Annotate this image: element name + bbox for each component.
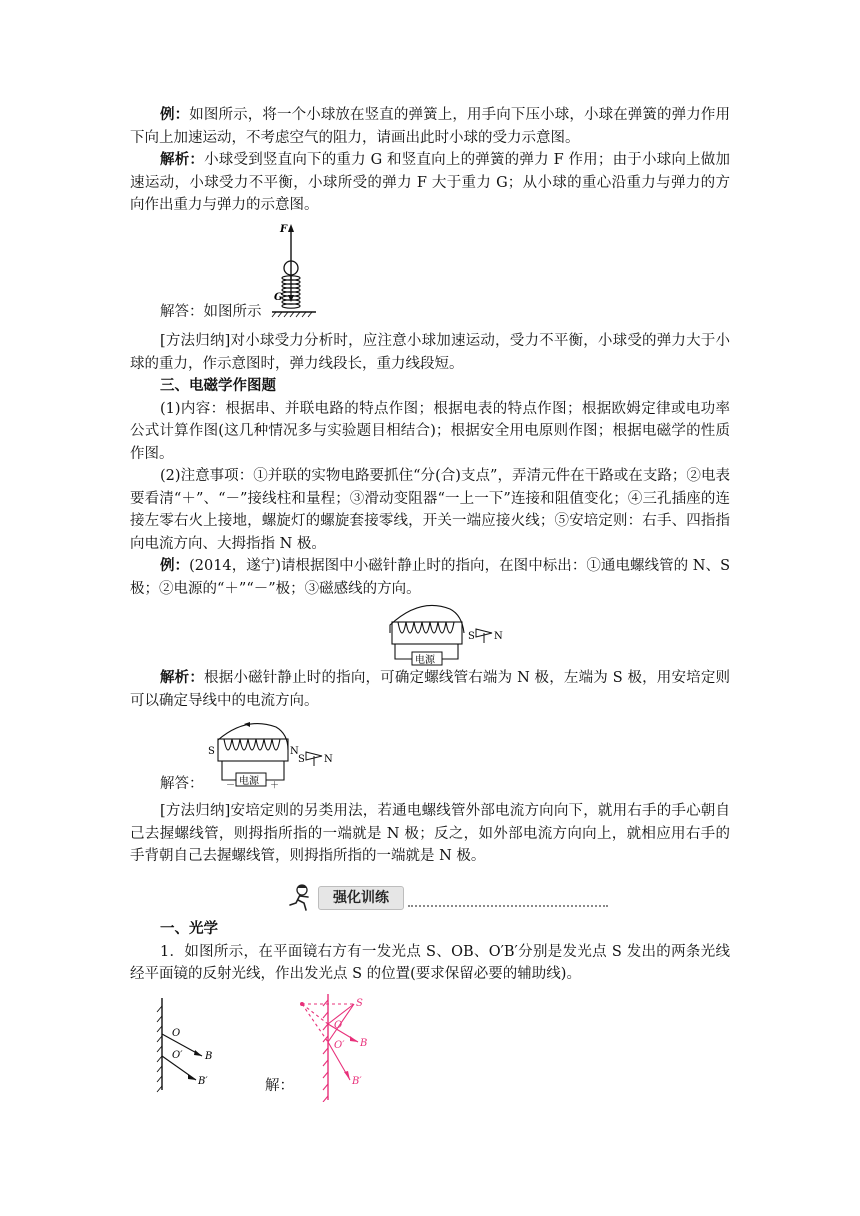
minus-terminal: － (226, 781, 236, 790)
right-wire (266, 761, 284, 780)
coil-s-label: S (208, 746, 215, 757)
point-o2-label: O′ (172, 1050, 183, 1061)
gravity-g-arrowhead (288, 295, 294, 302)
item-2: (2)注意事项：①并联的实物电路要抓住“分(合)支点”，弄清元件在干路或在支路；②电表要看清“＋”、“－”接线柱和量程；③滑动变阻器“一上一下”连接和阻值变化；④三孔插座的连接左零右火上接地，螺旋灯的螺旋套接零线，开关一端应接火线；⑤安培定则：右手、四指指向电流方向、大拇指指 N 极。 (130, 468, 730, 552)
method-2-block (130, 800, 730, 868)
method-1-text: 对小球受力分析时，应注意小球加速运动，受力不平衡，小球受的弹力大于小球的重力，作示意图时，弹力线段长，重力线段短。 (130, 333, 730, 372)
image-point (300, 1002, 304, 1006)
example-1-label: 例： (160, 106, 190, 123)
example-2-text: (2014，遂宁)请根据图中小磁针静止时的指向，在图中标出：①通电螺线管的 N、S 极；②电源的“＋”“－”极；③磁感线的方向。 (130, 558, 731, 597)
point-o-label: O (334, 1020, 343, 1031)
analysis-2-text: 根据小磁针静止时的指向，可确定螺线管右端为 N 极，左端为 S 极，用安培定则可以确定导线中的电流方向。 (130, 670, 731, 709)
answer-1: 解答：如图所示 (160, 304, 262, 320)
needle-n-label: N (324, 754, 333, 765)
analysis-1-label: 解析： (160, 151, 205, 168)
method-1-tag: [方法归纳] (160, 333, 231, 349)
method-2-tag: [方法归纳] (160, 803, 231, 819)
method-and-section (130, 330, 730, 600)
field-arrow (244, 722, 250, 727)
needle-n-label: N (494, 631, 503, 642)
ground-hatch (272, 312, 312, 317)
mirror-answer-figure (292, 990, 382, 1102)
question-1: 1．如图所示，在平面镜右方有一发光点 S、OB、O′B′分别是发光点 S 发出的两条光线经平面镜的反射光线，作出发光点 S 的位置(要求保留必要的辅助线)。 (130, 943, 730, 982)
point-b-label: B (360, 1038, 368, 1049)
ray-ob-arrow (194, 1050, 202, 1056)
example-2-label: 例： (160, 557, 190, 574)
left-wire (395, 644, 412, 659)
mirror-hatch (157, 1006, 162, 1092)
power-source-label: 电源 (239, 776, 259, 787)
item-1: (1)内容：根据串、并联电路的特点作图；根据电表的特点作图；根据欧姆定律或电功率公式计算作图(这几种情况多与实验题目相结合)；根据安全用电原则作图；根据电磁学的性质作图。 (130, 400, 730, 462)
method-2-text: 安培定则的另类用法，若通电螺线管外部电流方向向下，就用右手的手心朝自己去握螺线管，则拇指所指的一端就是 N 极；反之，如外部电流方向向上，就相应用右手的手背朝自己去握螺线管，则拇指所指的一端就是 N 极。 (130, 803, 730, 864)
analysis-2-block (130, 667, 730, 712)
section-3-heading: 三、电磁学作图题 (160, 377, 276, 394)
answer-3: 解： (265, 1078, 294, 1094)
ray-b2-arrow (344, 1071, 350, 1080)
left-wire (222, 761, 236, 780)
running-kid-icon (286, 883, 314, 911)
mirror-question-figure (150, 996, 230, 1094)
g-label: G (274, 292, 283, 303)
coil-turns (224, 739, 280, 750)
point-o2-label: O′ (334, 1040, 345, 1051)
point-b-label: B (205, 1051, 213, 1062)
banner-label: 强化训练 (318, 886, 404, 910)
solenoid-answer-figure (198, 722, 348, 790)
solenoid-question-figure (380, 603, 515, 668)
analysis-2-label: 解析： (160, 669, 205, 686)
answer-2: 解答： (160, 776, 204, 792)
ball-spring-figure (260, 220, 330, 320)
right-wire (442, 644, 458, 659)
answer-construction (302, 994, 358, 1102)
example-1 (130, 104, 730, 217)
field-loop (218, 724, 288, 750)
point-o-label: O (172, 1028, 181, 1039)
section-1-heading: 一、光学 (160, 920, 218, 937)
plus-terminal: ＋ (270, 781, 280, 790)
coil-n-label: N (290, 746, 299, 757)
section-1-block (130, 918, 730, 986)
practice-banner (284, 883, 614, 913)
power-source-label: 电源 (415, 655, 435, 666)
f-label: F (280, 224, 288, 235)
point-b2-label: B′ (352, 1076, 362, 1087)
point-s-label: S (356, 998, 363, 1009)
banner-dotted-line (408, 905, 608, 907)
point-b2-label: B′ (198, 1076, 208, 1087)
example-1-text: 如图所示，将一个小球放在竖直的弹簧上，用手向下压小球，小球在弹簧的弹力作用下向上加速运动，不考虑空气的阻力，请画出此时小球的受力示意图。 (130, 107, 731, 146)
needle-s-label: S (468, 631, 475, 642)
needle-s-label: S (298, 754, 305, 765)
force-f-arrowhead (288, 224, 294, 232)
coil-turns (398, 622, 454, 633)
analysis-1-text: 小球受到竖直向下的重力 G 和竖直向上的弹簧的弹力 F 作用；由于小球向上做加速运动，小球受力不平衡，小球所受的弹力 F 大于重力 G；从小球的重心沿重力与弹力的方向作出重力与弹力的示意图。 (130, 152, 730, 213)
